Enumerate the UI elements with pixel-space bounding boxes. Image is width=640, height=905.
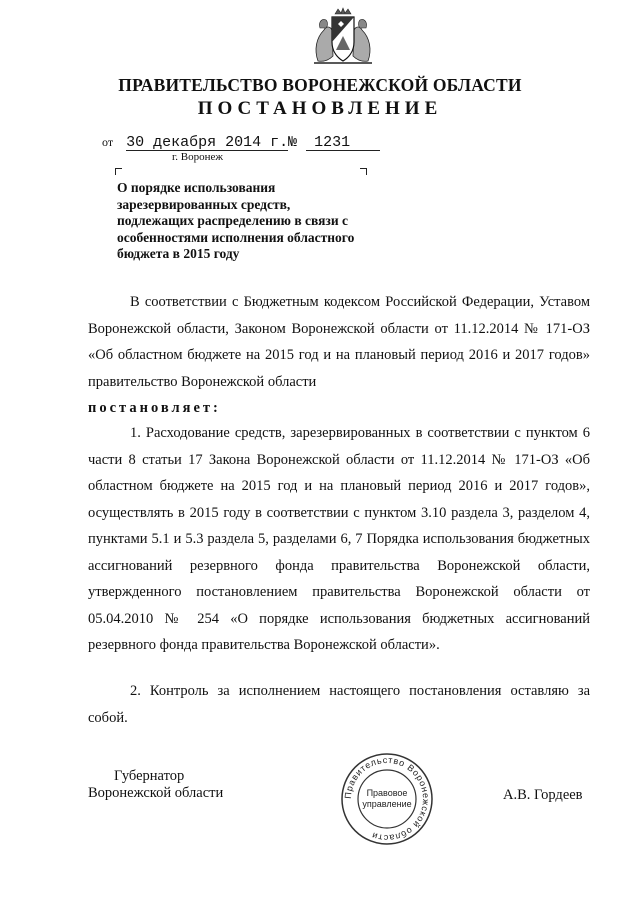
government-title: ПРАВИТЕЛЬСТВО ВОРОНЕЖСКОЙ ОБЛАСТИ <box>118 75 522 95</box>
subject-bracket-right <box>360 168 367 175</box>
stamp-center-line1: Правовое <box>366 788 408 798</box>
decree-punct: : <box>213 400 218 416</box>
document-type-heading: ПОСТАНОВЛЕНИЕ <box>197 98 443 119</box>
clause-1-paragraph: 1. Расходование средств, зарезервированных в соответствии с пунктом 6 части 8 статьи 17 Закона Воронежской области от 11.12.2014 № 171-ОЗ «Об областном бюджете на 2015 год и на плановый период 2016 и 2017 годов», осуществлять в 2015 году в соответствии с пунктом 3.10 раздела 3, разделом 4, пунктами 5.1 и 5.3 раздела 5, разделами 6, 7 Порядка использования бюджетных ассигнований резервного фонда правительства Воронежской области, утвержденного постановлением правительства Воронежской области от 05.04.2010 № 254 «О порядке использования бюджетных ассигнований резервного фонда правительства Воронежской области». <box>88 425 590 653</box>
signer-title <box>88 768 223 802</box>
signer-position: Губернатор <box>114 768 185 784</box>
clause-2-paragraph: 2. Контроль за исполнением настоящего постановления оставляю за собой. <box>88 683 590 726</box>
preamble-paragraph <box>88 289 590 422</box>
signer-region: Воронежской области <box>88 785 224 801</box>
document-subject: О порядке использования зарезервированных средств, подлежащих распределению в связи с особенностями исполнения областного бюджета в 2015 году <box>117 180 355 261</box>
official-stamp <box>340 752 434 846</box>
number-label: № <box>288 134 298 151</box>
from-label: от <box>102 135 114 149</box>
decree-word: постановляет <box>88 400 214 416</box>
stamp-ring-text: Правительство Воронежской области <box>342 754 432 844</box>
document-date: 30 декабря 2014 г. <box>126 134 289 151</box>
preamble-text: В соответствии с Бюджетным кодексом Российской Федерации, Уставом Воронежской области, Законом Воронежской области от 11.12.2014 № 171-ОЗ «Об областном бюджете на 2015 год и на плановый период 2016 и 2017 годов» правительство Воронежской области <box>88 294 590 390</box>
date-number-line <box>102 134 380 151</box>
signer-name: А.В. Гордеев <box>503 787 583 803</box>
coat-of-arms-icon <box>300 6 386 66</box>
stamp-center-line2: управление <box>362 799 412 809</box>
issue-city: г. Воронеж <box>172 151 223 163</box>
document-number: 1231 <box>306 136 380 151</box>
subject-bracket-left <box>115 168 122 175</box>
